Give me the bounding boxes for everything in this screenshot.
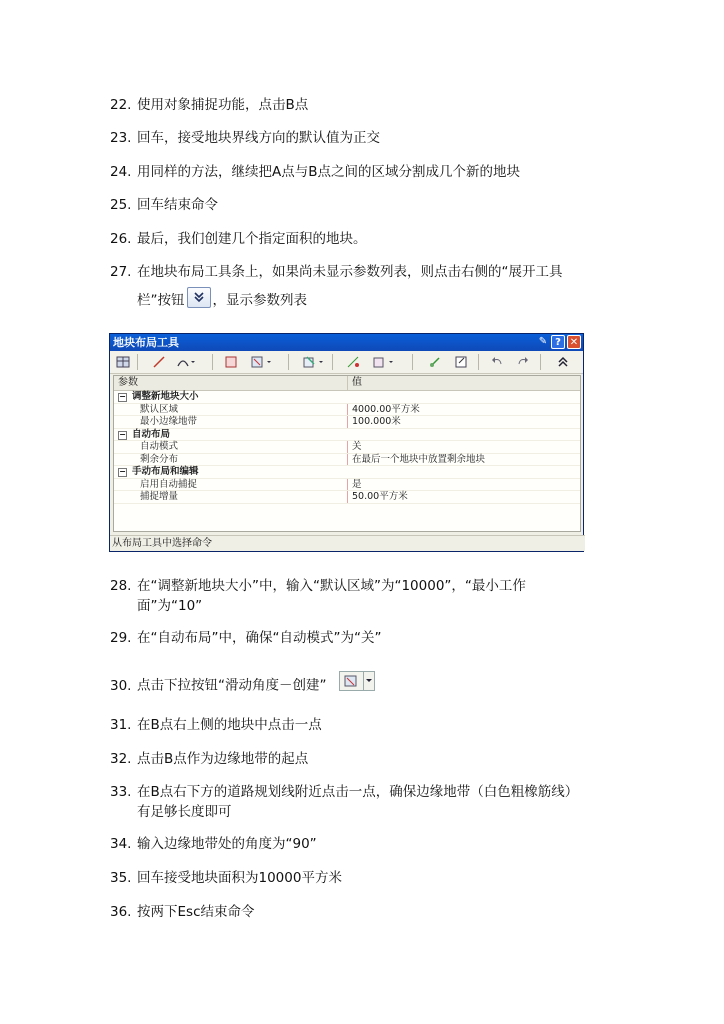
- step-number: 27.: [110, 264, 132, 280]
- table-row[interactable]: [114, 491, 580, 504]
- free-form-icon[interactable]: [346, 355, 360, 369]
- frontage-tool-icon[interactable]: [224, 355, 238, 369]
- group-label: 调整新地块大小: [132, 391, 199, 402]
- step-26: [110, 230, 367, 248]
- curve-tool-icon[interactable]: [176, 355, 190, 369]
- step-number: 25.: [110, 197, 132, 213]
- param-value[interactable]: 100.000米: [352, 416, 401, 427]
- step-35: [110, 869, 342, 887]
- step-text: 在“自动布局”中，确保“自动模式”为“关”: [137, 630, 382, 646]
- undo-icon[interactable]: [490, 355, 504, 369]
- step-number: 31.: [110, 717, 132, 733]
- param-name: 剩余分布: [140, 453, 179, 465]
- slide-angle-create-dropdown[interactable]: [339, 671, 375, 696]
- table-row[interactable]: [114, 454, 580, 467]
- collapse-icon[interactable]: −: [119, 467, 126, 476]
- param-name: 启用自动捕捉: [140, 478, 198, 490]
- parameter-grid: [113, 375, 581, 532]
- step-33-continued: 有足够长度即可: [137, 804, 232, 820]
- collapse-icon[interactable]: −: [119, 392, 126, 401]
- vertex-edit-icon[interactable]: [372, 355, 386, 369]
- step-text: ，显示参数列表: [212, 292, 307, 309]
- step-number: 35.: [110, 870, 132, 886]
- step-text: 栏”按钮: [137, 292, 185, 309]
- pick-sub-entity-icon[interactable]: [428, 355, 442, 369]
- step-text: 按两下Esc结束命令: [137, 904, 255, 920]
- step-number: 22.: [110, 97, 132, 113]
- slide-angle-create-icon: [339, 671, 375, 691]
- param-value[interactable]: 关: [352, 441, 362, 452]
- step-27: [110, 263, 563, 281]
- step-text: 在B点右上侧的地块中点击一点: [137, 717, 322, 733]
- group-label: 自动布局: [132, 428, 171, 440]
- step-text: 点击下拉按钮“滑动角度－创建”: [137, 677, 327, 694]
- table-row[interactable]: [114, 441, 580, 454]
- step-number: 30.: [110, 677, 132, 694]
- parcel-layout-tools-window: [109, 333, 584, 552]
- help-button[interactable]: ?: [551, 335, 565, 349]
- table-row[interactable]: [114, 479, 580, 492]
- param-name: 最小边缘地带: [140, 416, 198, 427]
- grid-icon: [116, 355, 130, 369]
- step-text: 回车，接受地块界线方向的默认值为正交: [137, 130, 380, 146]
- slide-angle-create-icon[interactable]: [250, 355, 264, 369]
- grid-header: [114, 376, 580, 391]
- step-number: 29.: [110, 630, 132, 646]
- window-title: 地块布局工具: [113, 336, 179, 349]
- group-label: 手动布局和编辑: [132, 466, 199, 477]
- line-tool-icon[interactable]: [152, 355, 166, 369]
- step-number: 24.: [110, 164, 132, 180]
- layout-toolbar: [110, 351, 583, 374]
- expand-toolbar-button[interactable]: [187, 287, 211, 308]
- param-value[interactable]: 50.00平方米: [352, 491, 408, 502]
- step-27-continued: [137, 290, 307, 311]
- step-text: 输入边缘地带处的角度为“90”: [137, 836, 317, 852]
- step-number: 36.: [110, 904, 132, 920]
- step-28-continued: 面”为“10”: [137, 598, 203, 614]
- param-name: 默认区域: [140, 403, 179, 415]
- step-34: [110, 835, 317, 853]
- param-value[interactable]: 是: [352, 478, 362, 490]
- step-number: 28.: [110, 578, 132, 594]
- param-value[interactable]: 4000.00平方米: [352, 403, 420, 415]
- step-number: 26.: [110, 231, 132, 247]
- table-row[interactable]: [114, 416, 580, 429]
- swing-line-icon[interactable]: [302, 355, 316, 369]
- step-25: [110, 196, 218, 214]
- step-text: 在地块布局工具条上，如果尚未显示参数列表，则点击右侧的“展开工具: [137, 264, 563, 280]
- group-manual-layout-edit[interactable]: [114, 466, 580, 479]
- editor-icon[interactable]: [454, 355, 468, 369]
- group-resize-new-parcel[interactable]: [114, 391, 580, 404]
- step-number: 34.: [110, 836, 132, 852]
- step-text: 使用对象捕捉功能，点击B点: [137, 97, 309, 113]
- close-button[interactable]: ✕: [567, 335, 581, 349]
- step-number: 32.: [110, 751, 132, 767]
- step-29: [110, 629, 381, 647]
- step-text: 最后，我们创建几个指定面积的地块。: [137, 231, 367, 247]
- step-30: [110, 673, 375, 698]
- collapse-icon[interactable]: −: [119, 429, 126, 439]
- collapse-toolbar-icon[interactable]: [556, 355, 570, 369]
- pin-icon[interactable]: ✎: [538, 336, 548, 347]
- param-column-header: 参数: [118, 377, 138, 388]
- step-text: 在“调整新地块大小”中，输入“默认区域”为“10000”，“最小工作: [137, 578, 526, 594]
- step-22: [110, 96, 308, 114]
- step-number: 33.: [110, 784, 132, 800]
- step-31: [110, 716, 322, 734]
- step-text: 回车接受地块面积为10000平方米: [137, 870, 342, 886]
- param-value[interactable]: 在最后一个地块中放置剩余地块: [352, 453, 486, 465]
- step-36: [110, 903, 255, 921]
- step-32: [110, 750, 308, 768]
- step-text: 在B点右下方的道路规划线附近点击一点，确保边缘地带（白色粗橡筋线）: [137, 784, 579, 800]
- value-column-header: 值: [352, 377, 362, 388]
- step-24: [110, 163, 520, 181]
- step-23: [110, 129, 380, 147]
- step-number: 23.: [110, 130, 132, 146]
- window-title-bar[interactable]: [110, 334, 583, 351]
- group-automatic-layout[interactable]: [114, 429, 580, 442]
- redo-icon[interactable]: [516, 355, 530, 369]
- param-name: 捕捉增量: [140, 491, 179, 502]
- status-bar: 从布局工具中选择命令: [110, 535, 585, 551]
- parcel-icon[interactable]: [116, 355, 130, 369]
- param-name: 自动模式: [140, 441, 179, 452]
- step-33: [110, 783, 578, 801]
- double-chevron-down-icon: [188, 288, 210, 307]
- step-text: 点击B点作为边缘地带的起点: [137, 751, 309, 767]
- step-text: 回车结束命令: [137, 197, 218, 213]
- step-text: 用同样的方法，继续把A点与B点之间的区域分割成几个新的地块: [137, 164, 520, 180]
- step-28: [110, 577, 526, 595]
- table-row[interactable]: [114, 404, 580, 417]
